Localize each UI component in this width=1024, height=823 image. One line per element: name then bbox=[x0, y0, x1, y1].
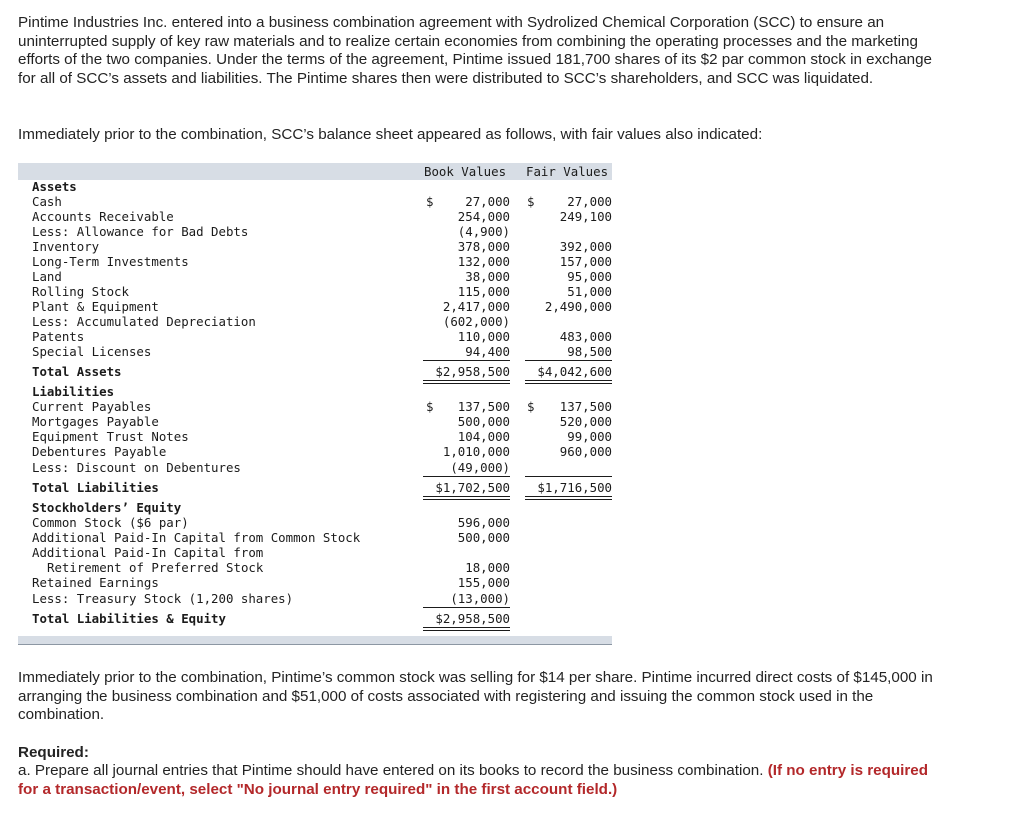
row-label: Current Payables bbox=[32, 399, 152, 414]
book-value: 254,000 bbox=[457, 209, 510, 224]
row-label: Plant & Equipment bbox=[32, 299, 159, 314]
book-value: 500,000 bbox=[457, 414, 510, 429]
book-currency-sign: $ bbox=[426, 194, 434, 209]
double-underline bbox=[525, 380, 612, 384]
row-label: Mortgages Payable bbox=[32, 414, 159, 429]
fair-value: 95,000 bbox=[567, 269, 612, 284]
row-label: Equipment Trust Notes bbox=[32, 429, 189, 444]
subtotal-rule bbox=[423, 607, 510, 608]
row-label: Total Assets bbox=[32, 364, 122, 379]
row-label: Long-Term Investments bbox=[32, 254, 189, 269]
row-label: Assets bbox=[32, 179, 77, 194]
fair-value: 99,000 bbox=[567, 429, 612, 444]
problem-intro: Pintime Industries Inc. entered into a business combination agreement with Sydrolized Chemical Corporation (SCC) to ensure an uninterrupted supply of key raw materials and to realize certain economies from combining the operating processes and the marketing efforts of the two companies. Under the terms of the agreement, Pintime issued 181,700 shares of its $2 par common stock in exchange for all of SCC’s assets and liabilities. The Pintime shares then were distributed to SCC’s shareholders, and SCC was liquidated. bbox=[18, 14, 932, 87]
book-value: (602,000) bbox=[442, 314, 510, 329]
row-label: Special Licenses bbox=[32, 344, 152, 359]
row-label: Additional Paid-In Capital from bbox=[32, 545, 264, 560]
book-value: $2,958,500 bbox=[435, 364, 510, 379]
book-value: 137,500 bbox=[457, 399, 510, 414]
subtotal-rule bbox=[423, 476, 510, 477]
subtotal-rule bbox=[525, 476, 612, 477]
book-value: 27,000 bbox=[465, 194, 510, 209]
row-label: Debentures Payable bbox=[32, 444, 167, 459]
double-underline bbox=[525, 496, 612, 500]
fair-currency-sign: $ bbox=[527, 399, 535, 414]
row-label: Patents bbox=[32, 329, 85, 344]
required-note: (If no entry is required for a transaction/event, select "No journal entry required" in the first account field.) bbox=[18, 762, 929, 798]
fair-value: 51,000 bbox=[567, 284, 612, 299]
fair-value: $4,042,600 bbox=[537, 364, 612, 379]
row-label: Rolling Stock bbox=[32, 284, 129, 299]
book-value: (49,000) bbox=[450, 460, 510, 475]
book-value: 18,000 bbox=[465, 560, 510, 575]
row-label: Additional Paid-In Capital from Common Stock bbox=[32, 530, 361, 545]
fair-value: 157,000 bbox=[559, 254, 612, 269]
row-label: Retirement of Preferred Stock bbox=[47, 560, 264, 575]
subtotal-rule bbox=[423, 360, 510, 361]
fair-value: 249,100 bbox=[559, 209, 612, 224]
fair-value: 520,000 bbox=[559, 414, 612, 429]
book-value: 94,400 bbox=[465, 344, 510, 359]
row-label: Common Stock ($6 par) bbox=[32, 515, 189, 530]
row-label: Accounts Receivable bbox=[32, 209, 174, 224]
fair-currency-sign: $ bbox=[527, 194, 535, 209]
double-underline bbox=[423, 627, 510, 631]
row-label: Land bbox=[32, 269, 62, 284]
book-currency-sign: $ bbox=[426, 399, 434, 414]
fair-values-header: Fair Values bbox=[526, 164, 609, 179]
subtotal-rule bbox=[525, 360, 612, 361]
required-instruction: a. Prepare all journal entries that Pintime should have entered on its books to record the business combination. bbox=[18, 762, 768, 779]
book-value: $2,958,500 bbox=[435, 611, 510, 626]
fair-value: 27,000 bbox=[567, 194, 612, 209]
required-text bbox=[18, 762, 948, 799]
fair-value: 137,500 bbox=[559, 399, 612, 414]
book-value: (13,000) bbox=[450, 591, 510, 606]
book-value: 132,000 bbox=[457, 254, 510, 269]
required-heading: Required: bbox=[18, 744, 89, 761]
balance-sheet-lead-in: Immediately prior to the combination, SCC’s balance sheet appeared as follows, with fair values also indicated: bbox=[18, 126, 763, 143]
book-values-header: Book Values bbox=[424, 164, 507, 179]
row-label: Liabilities bbox=[32, 384, 115, 399]
fair-value: 98,500 bbox=[567, 344, 612, 359]
book-value: 596,000 bbox=[457, 515, 510, 530]
book-value: 1,010,000 bbox=[442, 444, 510, 459]
fair-value: 960,000 bbox=[559, 444, 612, 459]
row-label: Total Liabilities & Equity bbox=[32, 611, 226, 626]
book-value: 115,000 bbox=[457, 284, 510, 299]
row-label: Less: Allowance for Bad Debts bbox=[32, 224, 249, 239]
fair-value: $1,716,500 bbox=[537, 480, 612, 495]
fair-value: 2,490,000 bbox=[544, 299, 612, 314]
book-value: $1,702,500 bbox=[435, 480, 510, 495]
book-value: 104,000 bbox=[457, 429, 510, 444]
table-footer-bar bbox=[18, 636, 612, 645]
fair-value: 392,000 bbox=[559, 239, 612, 254]
after-table-paragraph: Immediately prior to the combination, Pintime’s common stock was selling for $14 per share. Pintime incurred direct costs of $145,000 in arranging the business combination and $51,000 of costs associated with registering and issuing the common stock used in the combination. bbox=[18, 669, 933, 724]
book-value: (4,900) bbox=[457, 224, 510, 239]
double-underline bbox=[423, 380, 510, 384]
book-value: 500,000 bbox=[457, 530, 510, 545]
fair-value: 483,000 bbox=[559, 329, 612, 344]
book-value: 110,000 bbox=[457, 329, 510, 344]
book-value: 378,000 bbox=[457, 239, 510, 254]
row-label: Less: Discount on Debentures bbox=[32, 460, 241, 475]
row-label: Inventory bbox=[32, 239, 100, 254]
double-underline bbox=[423, 496, 510, 500]
row-label: Less: Treasury Stock (1,200 shares) bbox=[32, 591, 294, 606]
book-value: 2,417,000 bbox=[442, 299, 510, 314]
row-label: Total Liabilities bbox=[32, 480, 159, 495]
table-header-bar bbox=[18, 163, 612, 180]
row-label: Less: Accumulated Depreciation bbox=[32, 314, 256, 329]
book-value: 38,000 bbox=[465, 269, 510, 284]
row-label: Retained Earnings bbox=[32, 575, 159, 590]
row-label: Cash bbox=[32, 194, 62, 209]
book-value: 155,000 bbox=[457, 575, 510, 590]
row-label: Stockholders’ Equity bbox=[32, 500, 182, 515]
